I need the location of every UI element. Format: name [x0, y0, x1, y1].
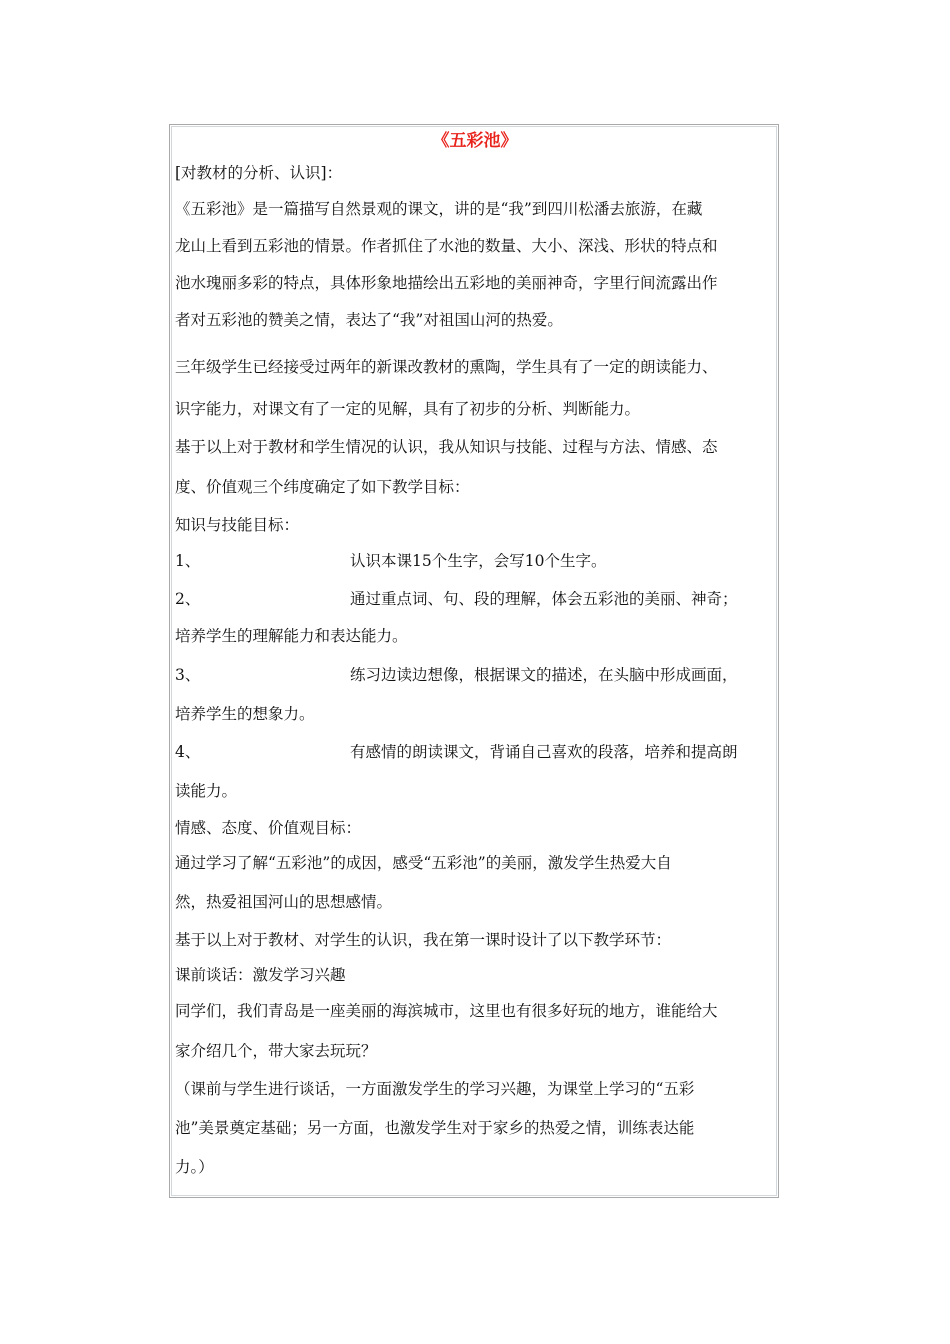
- goal-text: 练习边读边想像，根据课文的描述，在头脑中形成画面，: [350, 666, 738, 684]
- paragraph-line: 力。）: [175, 1158, 214, 1176]
- goal-text: 通过重点词、句、段的理解，体会五彩池的美丽、神奇；: [350, 590, 738, 608]
- paragraph-line: 然，热爱祖国河山的思想感情。: [175, 893, 393, 911]
- goal-number: 4、: [175, 743, 201, 761]
- goal-text: 有感情的朗读课文，背诵自己喜欢的段落，培养和提高朗: [350, 743, 738, 761]
- paragraph-line: 池”美景奠定基础；另一方面，也激发学生对于家乡的热爱之情，训练表达能: [175, 1119, 695, 1137]
- goal-text: 认识本课15个生字，会写10个生字。: [350, 552, 607, 570]
- design-line: 基于以上对于教材、对学生的认识，我在第一课时设计了以下教学环节：: [175, 931, 672, 949]
- paragraph-line: 识字能力，对课文有了一定的见解，具有了初步的分析、判断能力。: [175, 400, 641, 418]
- knowledge-heading: 知识与技能目标：: [175, 516, 300, 534]
- goal-number: 1、: [175, 552, 201, 570]
- paragraph-line: 度、价值观三个纬度确定了如下教学目标：: [175, 478, 470, 496]
- paragraph-line: 池水瑰丽多彩的特点，具体形象地描绘出五彩地的美丽神奇，字里行间流露出作: [175, 274, 718, 292]
- goal-continuation: 培养学生的想象力。: [175, 705, 315, 723]
- paragraph-line: 同学们，我们青岛是一座美丽的海滨城市，这里也有很多好玩的地方，谁能给大: [175, 1002, 718, 1020]
- paragraph-line: 通过学习了解“五彩池”的成因，感受“五彩池”的美丽，激发学生热爱大自: [175, 854, 672, 872]
- goal-number: 3、: [175, 666, 201, 684]
- goal-continuation: 读能力。: [175, 782, 238, 800]
- goal-number: 2、: [175, 590, 201, 608]
- paragraph-line: 三年级学生已经接受过两年的新课改教材的熏陶，学生具有了一定的朗读能力、: [175, 358, 718, 376]
- goal-continuation: 培养学生的理解能力和表达能力。: [175, 627, 408, 645]
- emotion-heading: 情感、态度、价值观目标：: [175, 819, 362, 837]
- paragraph-line: （课前与学生进行谈话，一方面激发学生的学习兴趣，为课堂上学习的“五彩: [175, 1080, 695, 1098]
- document-title: 《五彩池》: [432, 131, 518, 151]
- paragraph-line: 《五彩池》是一篇描写自然景观的课文，讲的是“我”到四川松潘去旅游，在藏: [175, 200, 703, 218]
- analysis-heading: [对教材的分析、认识]：: [175, 164, 343, 182]
- paragraph-line: 者对五彩池的赞美之情，表达了“我”对祖国山河的热爱。: [175, 311, 563, 329]
- paragraph-line: 基于以上对于教材和学生情况的认识，我从知识与技能、过程与方法、情感、态: [175, 438, 718, 456]
- paragraph-line: 家介绍几个，带大家去玩玩？: [175, 1042, 377, 1060]
- paragraph-line: 龙山上看到五彩池的情景。作者抓住了水池的数量、大小、深浅、形状的特点和: [175, 237, 718, 255]
- pre-class-heading: 课前谈话：激发学习兴趣: [175, 966, 346, 984]
